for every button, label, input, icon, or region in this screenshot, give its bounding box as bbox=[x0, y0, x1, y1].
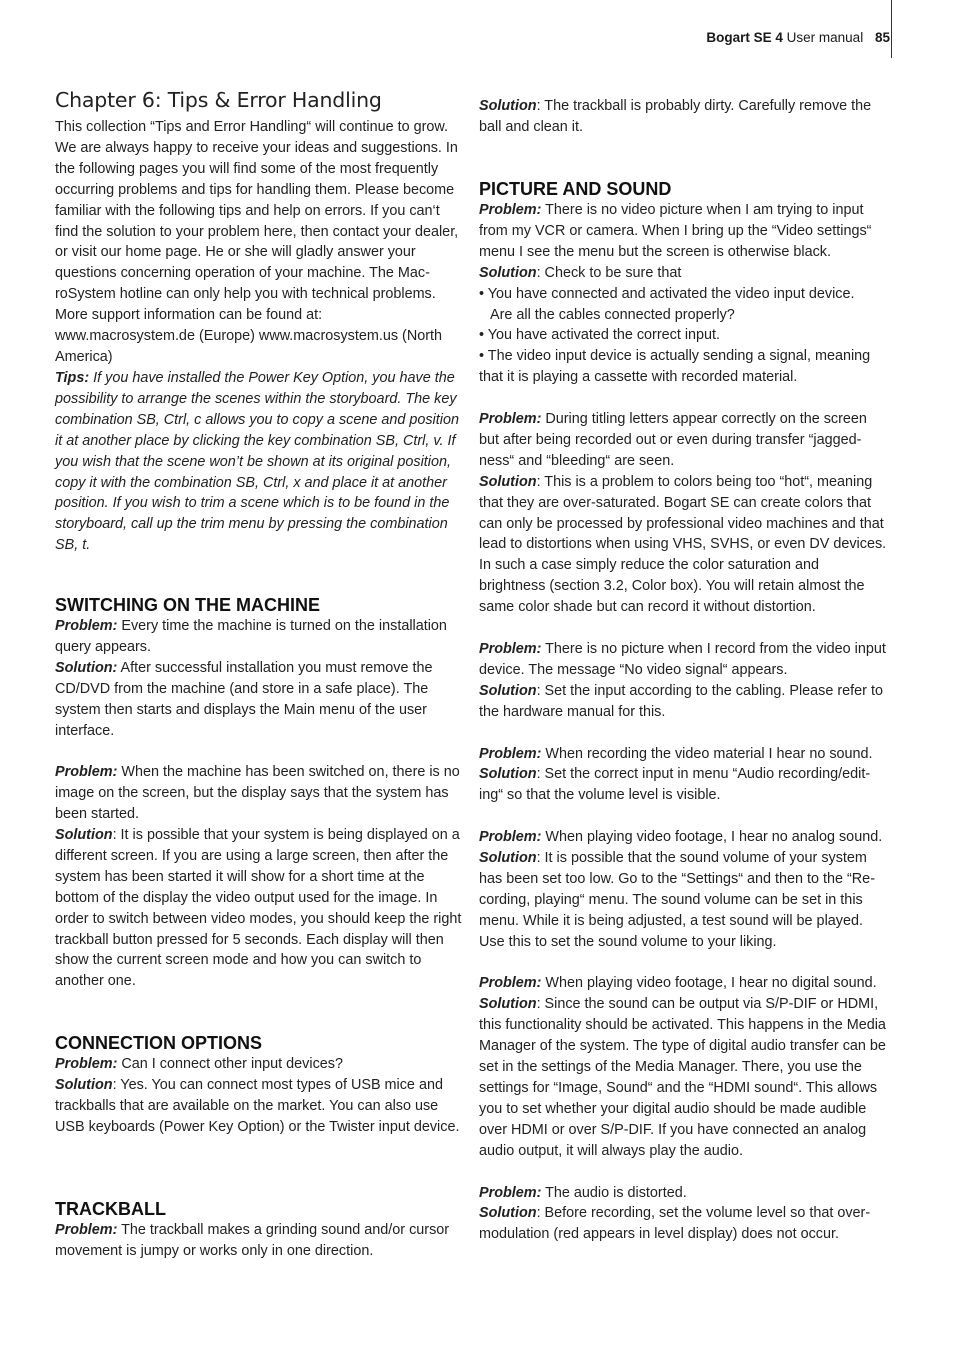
picture-solution-3 bbox=[479, 681, 889, 723]
solution-text: : Since the sound can be output via S/P-DIF or HDMI, this functionality should be activated. This happens in the Media Manager of the system. The type of digital audio transfer can be set in the settings of the Media Manager. There, you use the settings for “Image, Sound“ and the “HDMI sound“. This allows you to set whether your digital audio should be made audible over HDMI or over S/P-DIF. If you have connected an analog audio output, it will always play the audio. bbox=[479, 996, 886, 1159]
problem-text: There is no video picture when I am trying to input from my VCR or camera. When I bring up the “Video settings“ menu I see the menu but the screen is otherwise black. bbox=[479, 202, 872, 260]
picture-section bbox=[479, 178, 889, 1245]
solution-text: : Set the correct input in menu “Audio recording/editing“ so that the volume level is visible. bbox=[479, 766, 871, 804]
connection-section bbox=[55, 1032, 465, 1138]
picture-solution-7 bbox=[479, 1203, 889, 1245]
solution-text: : This is a problem to colors being too “hot“, meaning that they are over-saturated. Bogart SE can create colors that can only be processed by professional video machines and that lead to distortions when using VHS, SVHS, or even DV devices. In such a case simply reduce the color saturation and brightness (section 3.2, Color box). You will retain almost the same color shade but can record it without distortion. bbox=[479, 473, 887, 616]
solution-label: Solution: bbox=[55, 659, 118, 676]
trackball-solution-section bbox=[479, 96, 889, 138]
connection-problem bbox=[55, 1054, 465, 1075]
switching-solution-2 bbox=[55, 825, 465, 992]
picture-problem-3 bbox=[479, 639, 889, 681]
switching-problem-2 bbox=[55, 762, 465, 825]
bullet-item: • You have connected and activated the video input device. bbox=[479, 285, 855, 302]
switching-heading: SWITCHING ON THE MACHINE bbox=[55, 595, 320, 615]
problem-label: Problem: bbox=[479, 1184, 542, 1201]
trackball-heading: TRACKBALL bbox=[55, 1199, 166, 1219]
solution-text: : Check to be sure that bbox=[536, 264, 682, 281]
switching-solution-1 bbox=[55, 658, 465, 742]
problem-text: During titling letters appear correctly on the screen but after being recorded out or even during transfer “jaggedness“ and “bleeding“ are seen. bbox=[479, 411, 867, 469]
header-divider bbox=[891, 0, 892, 58]
solution-label: Solution bbox=[479, 1205, 537, 1222]
page-number: 85 bbox=[874, 30, 890, 45]
chapter-section bbox=[55, 87, 465, 113]
connection-solution bbox=[55, 1075, 465, 1138]
picture-heading: PICTURE AND SOUND bbox=[479, 179, 672, 199]
trackball-problem bbox=[55, 1220, 465, 1262]
solution-label: Solution bbox=[55, 1076, 113, 1093]
solution-label: Solution bbox=[479, 682, 537, 699]
solution-label: Solution bbox=[479, 996, 537, 1013]
switching-section bbox=[55, 594, 465, 992]
solution-label: Solution bbox=[55, 827, 113, 844]
problem-text: There is no picture when I record from the video input device. The message “No video signal“ appears. bbox=[479, 641, 886, 678]
chapter-title: Chapter 6: Tips & Error Handling bbox=[55, 88, 382, 112]
problem-text: The audio is distorted. bbox=[541, 1184, 687, 1201]
solution-label: Solution bbox=[479, 473, 537, 490]
tips-text: If you have installed the Power Key Option, you have the possibility to arrange the scenes within the storyboard. The key combination SB, Ctrl, c allows you to copy a scene and position it at another place by clicking the key combination SB, Ctrl, v. If you wish that the scene won’t be shown at its original position, copy it with the combination SB, Ctrl, x and place it at another position. If you wish to trim a scene which is to be found in the storyboard, call up the trim menu by pressing the combination SB, t. bbox=[55, 370, 459, 554]
picture-solution-1 bbox=[479, 263, 889, 284]
solution-label: Solution bbox=[479, 98, 537, 114]
problem-label: Problem: bbox=[55, 618, 118, 634]
problem-text: When recording the video material I hear no sound. bbox=[541, 745, 873, 762]
problem-text: When playing video footage, I hear no digital sound. bbox=[541, 975, 877, 992]
problem-label: Problem: bbox=[479, 829, 542, 846]
problem-text: The trackball makes a grinding sound and/or cursor movement is jumpy or works only in one direction. bbox=[55, 1222, 450, 1259]
solution-text: : It is possible that the sound volume of your system has been set too low. Go to the “Settings“ and then to the “Recording, playing“ menu. The sound volume can be set in this menu. While it is being adjusted, a test sound will be played. Use this to set the sound volume to your liking. bbox=[479, 850, 875, 950]
tips-paragraph bbox=[55, 368, 465, 556]
problem-label: Problem: bbox=[479, 202, 542, 218]
switching-problem-1 bbox=[55, 616, 465, 658]
header-doc: User manual bbox=[782, 30, 864, 45]
picture-solution-2 bbox=[479, 472, 889, 618]
problem-label: Problem: bbox=[55, 1222, 118, 1238]
picture-solution-6 bbox=[479, 994, 889, 1161]
connection-heading: CONNECTION OPTIONS bbox=[55, 1033, 263, 1053]
solution-text: : Before recording, set the volume level so that overmodulation (red appears in level display) does not occur. bbox=[479, 1205, 871, 1243]
tips-section bbox=[55, 368, 465, 556]
trackball-solution bbox=[479, 96, 889, 138]
intro-section bbox=[55, 117, 465, 368]
solution-text: After successful installation you must remove the CD/DVD from the machine (and store in a safe place). The system then starts and displays the Main menu of the user interface. bbox=[55, 659, 433, 739]
bullet-item: • The video input device is actually sending a signal, meaning that it is playing a cassette with recorded material. bbox=[479, 348, 871, 386]
picture-problem-2 bbox=[479, 409, 889, 472]
bullet-item-continued: Are all the cables connected properly? bbox=[490, 306, 735, 323]
picture-problem-4 bbox=[479, 744, 889, 765]
problem-label: Problem: bbox=[479, 411, 542, 428]
solution-text: : It is possible that your system is being displayed on a different screen. If you are using a large screen, then after the system has been started it will show for a short time at the bottom of the display the video output used for the image. In order to switch between video modes, you should keep the right trackball button pressed for 5 seconds. Each display will then show the current screen mode and how you can switch to another one. bbox=[55, 827, 462, 990]
solution-label: Solution bbox=[479, 850, 537, 867]
tips-label: Tips: bbox=[55, 370, 90, 386]
solution-text: : Yes. You can connect most types of USB mice and trackballs that are available on the market. You can also use USB keyboards (Power Key Option) or the Twister input device. bbox=[55, 1076, 460, 1135]
picture-problem-7 bbox=[479, 1183, 889, 1204]
problem-label: Problem: bbox=[479, 975, 542, 992]
trackball-section bbox=[55, 1198, 465, 1262]
picture-solution-4 bbox=[479, 764, 889, 806]
problem-text: When the machine has been switched on, there is no image on the screen, but the display says that the system has been started. bbox=[55, 764, 460, 823]
problem-label: Problem: bbox=[55, 1056, 118, 1072]
solution-label: Solution bbox=[479, 766, 537, 783]
problem-label: Problem: bbox=[55, 764, 118, 781]
header-product: Bogart SE 4 bbox=[706, 30, 783, 45]
problem-text: When playing video footage, I hear no analog sound. bbox=[541, 829, 883, 846]
problem-text: Can I connect other input devices? bbox=[117, 1056, 343, 1072]
solution-label: Solution bbox=[479, 264, 537, 281]
problem-label: Problem: bbox=[479, 745, 542, 762]
intro-paragraph: This collection “Tips and Error Handling“ will continue to grow. We are always happy to receive your ideas and suggestions. In the following pages you will find some of the most frequently occurring problems and tips for handling them. Please become familiar with the following tips and help on errors. If you can‘t find the solution to your problem here, then contact your dealer, or visit our home page. He or she will gladly answer your questions concerning operation of your machine. The MacroSystem hotline can only help you with technical problems. More support information can be found at: www.macrosystem.de (Europe) www.macrosystem.us (North America) bbox=[55, 119, 459, 365]
solution-text: : The trackball is probably dirty. Carefully remove the ball and clean it. bbox=[479, 98, 872, 135]
problem-text: Every time the machine is turned on the installation query appears. bbox=[55, 618, 447, 655]
solution-text: : Set the input according to the cabling. Please refer to the hardware manual for this. bbox=[479, 682, 883, 720]
picture-problem-1 bbox=[479, 200, 889, 263]
picture-problem-5 bbox=[479, 827, 889, 848]
problem-label: Problem: bbox=[479, 641, 542, 657]
bullet-item: • You have activated the correct input. bbox=[479, 327, 721, 344]
page-header bbox=[706, 30, 890, 45]
picture-problem-6 bbox=[479, 973, 889, 994]
picture-solution-5 bbox=[479, 848, 889, 953]
